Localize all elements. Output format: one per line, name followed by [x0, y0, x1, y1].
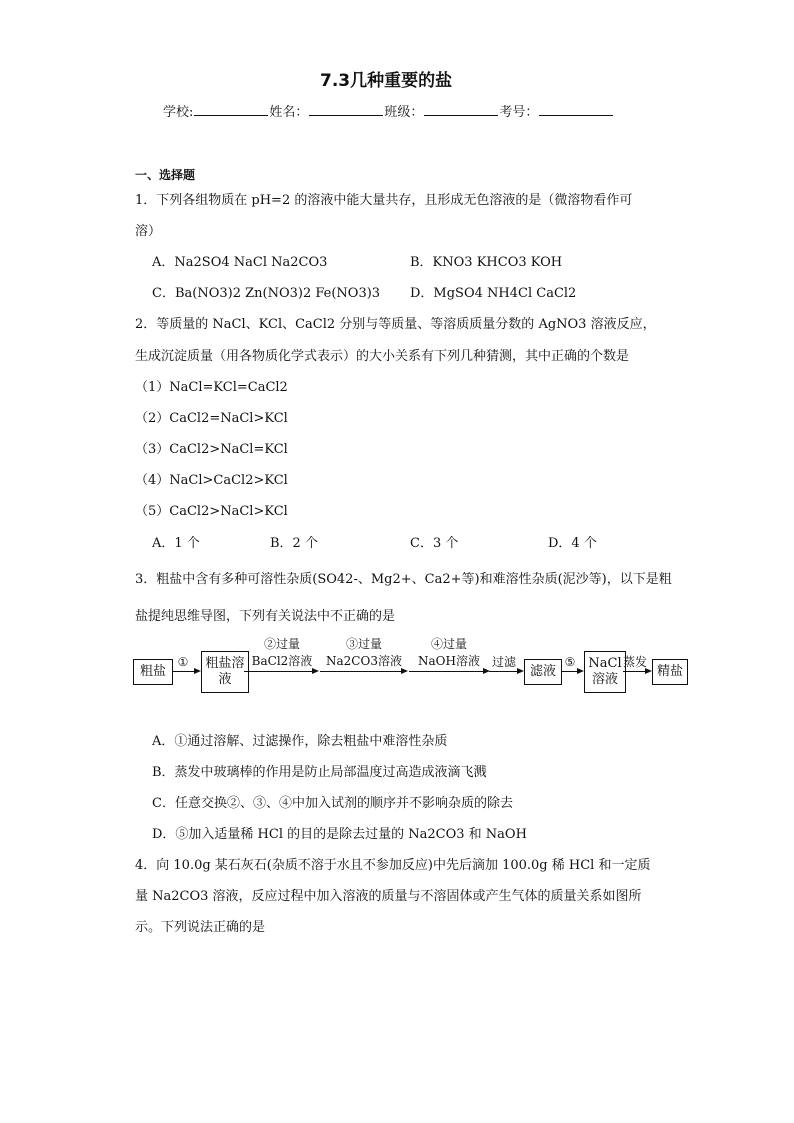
q1-stem-line1: 1．下列各组物质在 pH=2 的溶液中能大量共存，且形成无色溶液的是（微溶物看作可: [135, 193, 633, 208]
flow-step5-label: ⑤: [564, 655, 576, 669]
q1-stem-line2: 溶）: [135, 224, 162, 239]
flow-arrow-line: [320, 671, 403, 672]
flow-box-crude-salt: 粗盐: [133, 659, 173, 685]
section-heading: 一、选择题: [135, 168, 196, 182]
flow-step3-top: ③过量: [345, 637, 382, 651]
flow-arrowhead: [312, 668, 319, 674]
q3-stem-line2: 盐提纯思维导图，下列有关说法中不正确的是: [135, 609, 396, 624]
flow-filter-label: 过滤: [491, 655, 516, 669]
flow-arrow-line: [623, 671, 647, 672]
flow-box-nacl-solution: NaCl溶液: [584, 651, 626, 693]
q2-stem-line2: 生成沉淀质量（用各物质化学式表示）的大小关系有下列几种猜测，其中正确的个数是: [135, 349, 630, 364]
flow-box-filtrate: 滤液: [524, 659, 562, 685]
class-label: 班级：: [384, 105, 424, 120]
q1-option-a[interactable]: A．Na2SO4 NaCl Na2CO3: [152, 255, 328, 270]
flow-evaporate-label: 蒸发: [622, 655, 647, 669]
q4-stem-line2: 量 Na2CO3 溶液，反应过程中加入溶液的质量与不溶固体或产生气体的质量关系如图所: [135, 889, 642, 904]
q4-stem-line3: 示。下列说法正确的是: [135, 920, 266, 935]
class-blank[interactable]: [424, 103, 498, 116]
number-blank[interactable]: [539, 103, 613, 116]
name-blank[interactable]: [309, 103, 383, 116]
q2-option-c[interactable]: C．3 个: [410, 536, 459, 551]
name-label: 姓名：: [269, 105, 309, 120]
page-title: 7.3几种重要的盐: [320, 71, 453, 91]
q2-option-d[interactable]: D．4 个: [548, 536, 597, 551]
q2-guess-2: （2）CaCl2=NaCl>KCl: [135, 411, 288, 426]
q2-guess-4: （4）NaCl>CaCl2>KCl: [135, 473, 288, 488]
q3-stem-line1: 3．粗盐中含有多种可溶性杂质(SO42-、Mg2+、Ca2+等)和难溶性杂质(泥沙等)，以下是粗: [135, 572, 672, 587]
school-label: 学校:: [163, 105, 194, 120]
number-label: 考号：: [499, 105, 539, 120]
flow-step2-top: ②过量: [263, 637, 300, 651]
q2-guess-1: （1）NaCl=KCl=CaCl2: [135, 380, 288, 395]
q1-option-d[interactable]: D．MgSO4 NH4Cl CaCl2: [410, 286, 577, 301]
q2-option-b[interactable]: B．2 个: [270, 536, 318, 551]
flow-step4-bottom: NaOH溶液: [418, 654, 480, 668]
flow-arrow-line: [172, 671, 196, 672]
flow-arrow-line: [244, 671, 314, 672]
q2-option-a[interactable]: A．1 个: [152, 536, 200, 551]
flow-arrowhead: [577, 668, 584, 674]
flow-box-crude-solution: 粗盐溶液: [201, 651, 249, 693]
flow-arrowhead: [194, 668, 201, 674]
q1-option-c[interactable]: C．Ba(NO3)2 Zn(NO3)2 Fe(NO3)3: [152, 286, 381, 301]
q3-option-b[interactable]: B．蒸发中玻璃棒的作用是防止局部温度过高造成液滴飞溅: [152, 765, 487, 780]
flow-step2-bottom: BaCl2溶液: [251, 654, 313, 668]
flow-arrowhead: [401, 668, 408, 674]
q3-option-a[interactable]: A．①通过溶解、过滤操作，除去粗盐中难溶性杂质: [152, 734, 448, 749]
flow-step1-label: ①: [177, 655, 189, 669]
flow-arrowhead: [517, 668, 524, 674]
q4-stem-line1: 4．向 10.0g 某石灰石(杂质不溶于水且不参加反应)中先后滴加 100.0g 稀 HCl 和一定质: [135, 858, 651, 873]
q3-option-c[interactable]: C．任意交换②、③、④中加入试剂的顺序并不影响杂质的除去: [152, 796, 513, 811]
flow-box-refined-salt: 精盐: [652, 659, 688, 685]
flow-step4-top: ④过量: [430, 637, 467, 651]
q2-stem-line1: 2．等质量的 NaCl、KCl、CaCl2 分别与等质量、等溶质质量分数的 AgNO3 溶液反应，: [135, 317, 656, 332]
q1-option-b[interactable]: B．KNO3 KHCO3 KOH: [410, 255, 563, 270]
flow-arrow-line: [489, 671, 519, 672]
header-fields: [163, 103, 614, 122]
q3-option-d[interactable]: D．⑤加入适量稀 HCl 的目的是除去过量的 Na2CO3 和 NaOH: [152, 827, 527, 842]
q2-guess-3: （3）CaCl2>NaCl=KCl: [135, 442, 288, 457]
flow-arrowhead: [645, 668, 652, 674]
school-blank[interactable]: [194, 103, 268, 116]
flow-arrow-line: [409, 671, 485, 672]
flow-step3-bottom: Na2CO3溶液: [326, 654, 402, 668]
q2-guess-5: （5）CaCl2>NaCl>KCl: [135, 504, 288, 519]
